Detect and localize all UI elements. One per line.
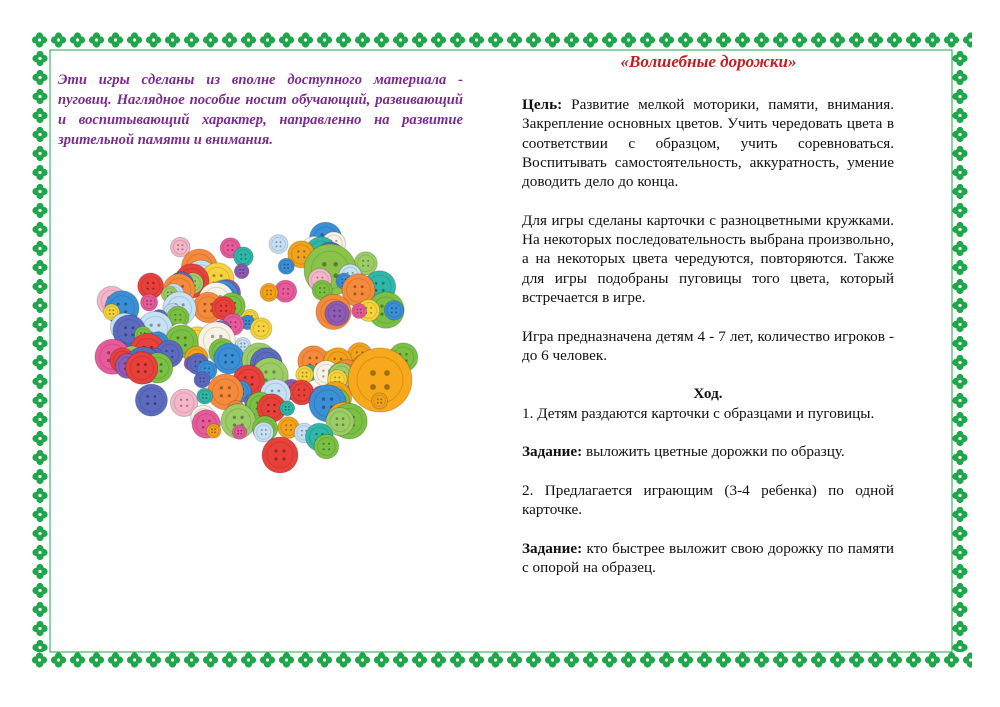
page-title: «Волшебные дорожки» xyxy=(620,52,797,71)
colorful-buttons-image xyxy=(80,190,460,490)
sewing-button xyxy=(352,304,367,319)
task-2-text: кто быстрее выложит свою дорожку по памяти с опорой на образец. xyxy=(522,539,894,577)
step-1: 1. Детям раздаются карточки с образцами и пуговицы. xyxy=(522,404,875,422)
goal-text: Развитие мелкой моторики, памяти, внимания. Закрепление основных цветов. Учить чередовать цвета в соответствии с образцом, учить соревноваться. Воспитывать самостоятельность, аккуратность, умение доводить дело до конца. xyxy=(522,96,894,191)
goal-paragraph xyxy=(522,95,894,191)
cards-paragraph: Для игры сделаны карточки с разноцветными кружками. На некоторых последовательность выбрана произвольно, а на некоторых цвета чередуются, повторяются. Также для игры подобраны пуговицы того цвета, который встречается в игре. xyxy=(522,211,894,306)
sewing-button xyxy=(372,393,388,409)
sewing-button xyxy=(278,258,294,274)
sewing-button xyxy=(250,318,272,340)
task-2 xyxy=(522,539,894,578)
sewing-button xyxy=(234,264,249,279)
task-1 xyxy=(522,442,894,461)
sewing-button xyxy=(141,294,158,311)
intro-text: Эти игры сделаны из вполне доступного материала - пуговиц. Наглядное пособие носит обучающий, развивающий и воспитывающий характер, направленно на развитие зрительной памяти и внимания. xyxy=(58,72,463,148)
sewing-button xyxy=(254,422,274,442)
task-1-label: Задание: xyxy=(522,443,583,461)
sewing-button xyxy=(269,235,288,254)
sewing-button xyxy=(384,301,403,320)
sewing-button xyxy=(194,372,210,388)
sewing-button xyxy=(197,388,213,404)
sewing-button xyxy=(262,437,298,473)
course-heading: Ход. xyxy=(693,385,723,403)
task-1-text: выложить цветные дорожки по образцу. xyxy=(582,443,845,461)
sewing-button xyxy=(126,352,158,384)
description-column xyxy=(522,95,894,577)
goal-label: Цель: xyxy=(522,96,563,113)
sewing-button xyxy=(233,425,247,439)
sewing-button xyxy=(207,424,221,438)
task-2-label: Задание: xyxy=(522,539,583,557)
sewing-button xyxy=(135,384,167,416)
sewing-button xyxy=(325,301,350,326)
sewing-button xyxy=(234,247,254,267)
sewing-button xyxy=(314,434,339,459)
age-paragraph: Игра предназначена детям 4 - 7 лет, количество игроков - до 6 человек. xyxy=(522,327,894,364)
step-2: 2. Предлагается играющим (3-4 ребенка) по одной карточке. xyxy=(522,481,894,519)
sewing-button xyxy=(260,283,278,301)
sewing-button xyxy=(280,401,295,416)
